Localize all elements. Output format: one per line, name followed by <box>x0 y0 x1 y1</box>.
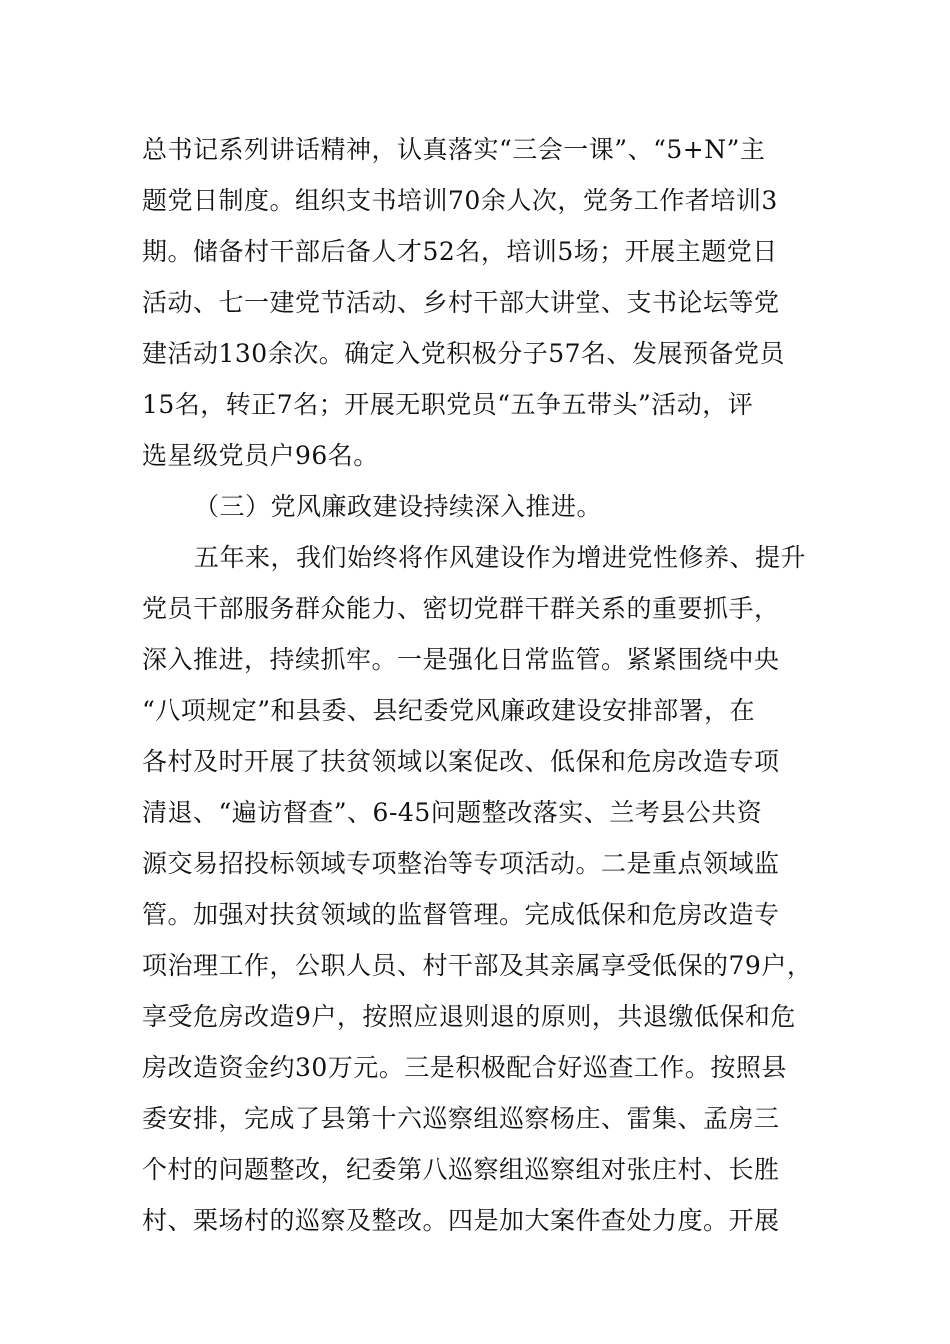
text-line: 村、栗场村的巡察及整改。四是加大案件查处力度。开展 <box>142 1206 780 1235</box>
text-line: 党员干部服务群众能力、密切党群干群关系的重要抓手， <box>142 594 780 623</box>
text-line: 清退、“遍访督查”、6-45问题整改落实、兰考县公共资 <box>142 798 763 827</box>
paragraph-first-line: 五年来，我们始终将作风建设作为增进党性修养、提升 <box>194 543 807 572</box>
text-line: 项治理工作，公职人员、村干部及其亲属享受低保的79户， <box>142 951 813 980</box>
text-line: 选星级党员户96名。 <box>142 441 379 470</box>
text-line: 总书记系列讲话精神，认真落实“三会一课”、“5+N”主 <box>142 135 766 164</box>
text-line: 深入推进，持续抓牢。一是强化日常监管。紧紧围绕中央 <box>142 645 780 674</box>
text-line: 各村及时开展了扶贫领域以案促改、低保和危房改造专项 <box>142 747 780 776</box>
text-line: 房改造资金约30万元。三是积极配合好巡查工作。按照县 <box>142 1053 787 1082</box>
text-line: 期。储备村干部后备人才52名，培训5场；开展主题党日 <box>142 237 778 266</box>
text-line: 个村的问题整改，纪委第八巡察组巡察组对张庄村、长胜 <box>142 1155 780 1184</box>
body-text <box>142 124 842 1246</box>
text-line: 15名，转正7名；开展无职党员“五争五带头”活动，评 <box>142 390 754 419</box>
text-line: 题党日制度。组织支书培训70余人次，党务工作者培训3 <box>142 186 778 215</box>
section-heading: （三）党风廉政建设持续深入推进。 <box>194 492 603 521</box>
text-line: 源交易招投标领域专项整治等专项活动。二是重点领域监 <box>142 849 780 878</box>
text-line: 活动、七一建党节活动、乡村干部大讲堂、支书论坛等党 <box>142 288 780 317</box>
text-line: “八项规定”和县委、县纪委党风廉政建设安排部署，在 <box>142 696 756 725</box>
text-line: 委安排，完成了县第十六巡察组巡察杨庄、雷集、孟房三 <box>142 1104 780 1133</box>
text-line: 建活动130余次。确定入党积极分子57名、发展预备党员 <box>142 339 786 368</box>
text-line: 管。加强对扶贫领域的监督管理。完成低保和危房改造专 <box>142 900 780 929</box>
text-line: 享受危房改造9户，按照应退则退的原则，共退缴低保和危 <box>142 1002 796 1031</box>
